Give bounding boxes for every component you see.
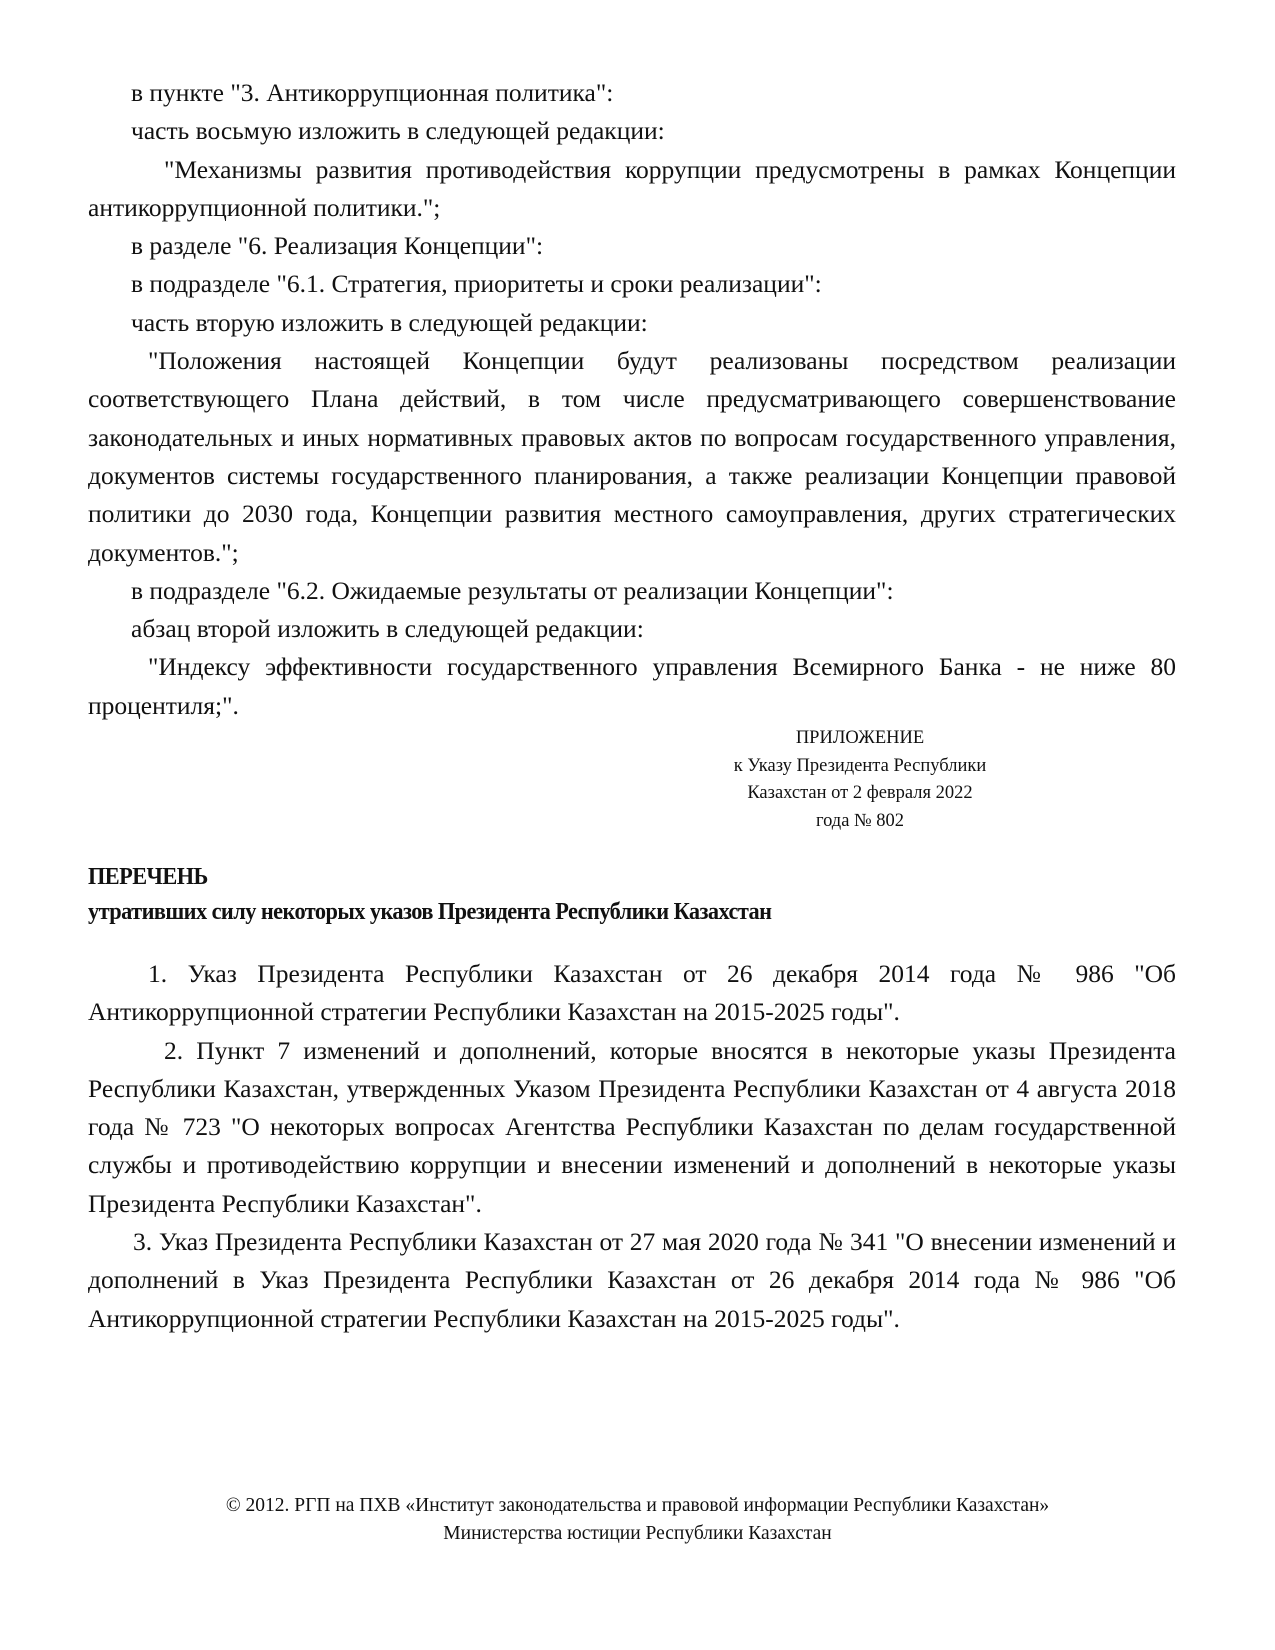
amendment-line: в пункте "3. Антикоррупционная политика":	[131, 78, 614, 107]
appendix-date: Казахстан от 2 февраля 2022	[747, 783, 973, 803]
list-item: 1. Указ Президента Республики Казахстан от 26 декабря 2014 года № 986 "Об Антикоррупционной стратегии Республики Казахстан на 2015-2025 годы".	[88, 959, 1176, 1027]
amendment-quote: "Индексу эффективности государственного управления Всемирного Банка - не ниже 80 процентиля;".	[88, 652, 1176, 720]
amendment-line: в разделе "6. Реализация Концепции":	[131, 231, 544, 261]
list-heading: ПЕРЕЧЕНЬ	[88, 864, 208, 890]
copyright-footer	[0, 1492, 1275, 1548]
ministry-line: Министерства юстиции Республики Казахстан	[443, 1523, 832, 1544]
list-item: 3. Указ Президента Республики Казахстан от 27 мая 2020 года № 341 "О внесении изменений и дополнений в Указ Президента Республики Казахстан от 26 декабря 2014 года № 986 "Об Антикоррупционной стратегии Республики Казахстан на 2015-2025 годы".	[88, 1227, 1176, 1333]
appendix-title: ПРИЛОЖЕНИЕ	[795, 728, 925, 748]
amendment-line: часть вторую изложить в следующей редакции:	[131, 307, 648, 337]
amendment-quote: "Механизмы развития противодействия коррупции предусмотрены в рамках Концепции антикоррупционной политики.";	[88, 154, 1176, 222]
amendment-line: часть восьмую изложить в следующей редакции:	[131, 116, 665, 146]
appendix-reference: к Указу Президента Республики	[733, 755, 987, 776]
amendment-line: в подразделе "6.2. Ожидаемые результаты от реализации Концепции":	[131, 575, 894, 605]
appendix-number: года № 802	[815, 810, 905, 831]
copyright-line: © 2012. РГП на ПХВ «Институт законодательства и правовой информации Республики Казахстан»	[225, 1495, 1050, 1516]
appendix-header	[640, 725, 1080, 835]
list-title-block	[88, 860, 771, 930]
amendment-line: в подразделе "6.1. Стратегия, приоритеты и сроки реализации":	[131, 269, 822, 299]
list-subheading: утративших силу некоторых указов Президента Республики Казахстан	[88, 899, 772, 925]
amendment-quote: "Положения настоящей Концепции будут реализованы посредством реализации соответствующего Плана действий, в том числе предусматривающего совершенствование законодательных и иных нормативных правовых актов по вопросам государственного управления, документов системы государственного планирования, а также реализации Концепции правовой политики до 2030 года, Концепции развития местного самоуправления, других стратегических документов.";	[88, 346, 1176, 567]
repealed-decrees-list	[88, 955, 1176, 1338]
amendment-line: абзац второй изложить в следующей редакции:	[131, 614, 644, 644]
document-body	[88, 74, 1176, 725]
list-item: 2. Пункт 7 изменений и дополнений, которые вносятся в некоторые указы Президента Республики Казахстан, утвержденных Указом Президента Республики Казахстан от 4 августа 2018 года № 723 "О некоторых вопросах Агентства Республики Казахстан по делам государственной службы и противодействию коррупции и внесении изменений и дополнений в некоторые указы Президента Республики Казахстан".	[88, 1035, 1176, 1218]
